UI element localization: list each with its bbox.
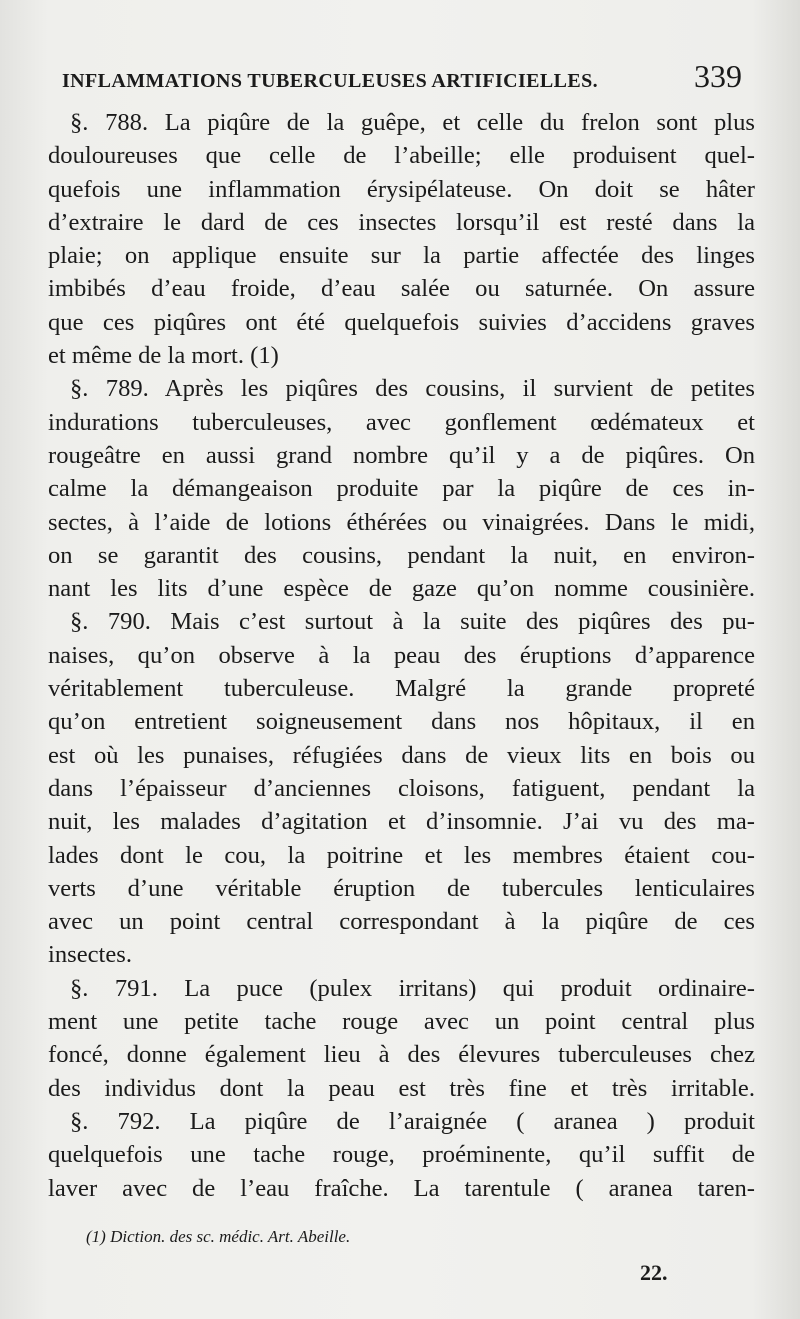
text-line: indurations tuberculeuses, avec gonflement œdémateux et [48, 408, 755, 436]
text-line: lades dont le cou, la poitrine et les membres étaient cou- [48, 841, 755, 869]
text-line: §. 791. La puce (pulex irritans) qui produit ordinaire- [70, 974, 755, 1002]
signature-mark: 22. [640, 1260, 668, 1285]
text-line: ment une petite tache rouge avec un point central plus [48, 1008, 755, 1036]
text-line: quefois une inflammation érysipélateuse. On doit se hâter [48, 175, 755, 203]
text-line: naises, qu’on observe à la peau des éruptions d’apparence [48, 641, 755, 669]
text-line: §. 789. Après les piqûres des cousins, il survient de petites [70, 375, 755, 403]
text-line: rougeâtre en aussi grand nombre qu’il y a de piqûres. On [48, 441, 755, 469]
text-line: que ces piqûres ont été quelquefois suivies d’accidens graves [48, 308, 755, 336]
text-line: imbibés d’eau froide, d’eau salée ou saturnée. On assure [48, 275, 755, 303]
text-line: sectes, à l’aide de lotions éthérées ou vinaigrées. Dans le midi, [48, 508, 755, 536]
text-line: nuit, les malades d’agitation et d’insomnie. J’ai vu des ma- [48, 808, 755, 836]
text-line: douloureuses que celle de l’abeille; elle produisent quel- [48, 142, 755, 170]
page-header [62, 58, 742, 106]
text-line: calme la démangeaison produite par la piqûre de ces in- [48, 475, 755, 503]
text-line: qu’on entretient soigneusement dans nos hôpitaux, il en [48, 708, 755, 736]
text-line: §. 788. La piqûre de la guêpe, et celle du frelon sont plus [70, 109, 755, 136]
text-line: et même de la mort. (1) [48, 342, 279, 370]
text-line: avec un point central correspondant à la piqûre de ces [48, 908, 755, 936]
text-line: quelquefois une tache rouge, proéminente, qu’il suffit de [48, 1141, 755, 1169]
text-line: nant les lits d’une espèce de gaze qu’on nomme cousinière. [48, 575, 755, 603]
text-line: dans l’épaisseur d’anciennes cloisons, fatiguent, pendant la [48, 774, 755, 802]
text-line: est où les punaises, réfugiées dans de vieux lits en bois ou [48, 741, 755, 769]
text-line: foncé, donne également lieu à des élevures tuberculeuses chez [48, 1041, 755, 1069]
text-line: des individus dont la peau est très fine et très irritable. [48, 1074, 755, 1102]
body-text [48, 106, 755, 1205]
running-title: INFLAMMATIONS TUBERCULEUSES ARTIFICIELLES. [62, 70, 599, 92]
text-line: insectes. [48, 941, 133, 969]
footnote: (1) Diction. des sc. médic. Art. Abeille. [86, 1227, 351, 1246]
text-line: on se garantit des cousins, pendant la nuit, en environ- [48, 541, 755, 569]
page-number: 339 [694, 58, 742, 94]
text-line: verts d’une véritable éruption de tubercules lenticulaires [48, 874, 755, 902]
text-line: d’extraire le dard de ces insectes lorsqu’il est resté dans la [48, 208, 755, 236]
text-line: laver avec de l’eau fraîche. La tarentule ( aranea taren- [48, 1174, 755, 1202]
text-line: véritablement tuberculeuse. Malgré la grande propreté [48, 675, 755, 703]
text-line: §. 790. Mais c’est surtout à la suite des piqûres des pu- [70, 608, 755, 636]
text-line: plaie; on applique ensuite sur la partie affectée des linges [48, 242, 755, 270]
text-line: §. 792. La piqûre de l’araignée ( aranea ) produit [70, 1107, 755, 1135]
